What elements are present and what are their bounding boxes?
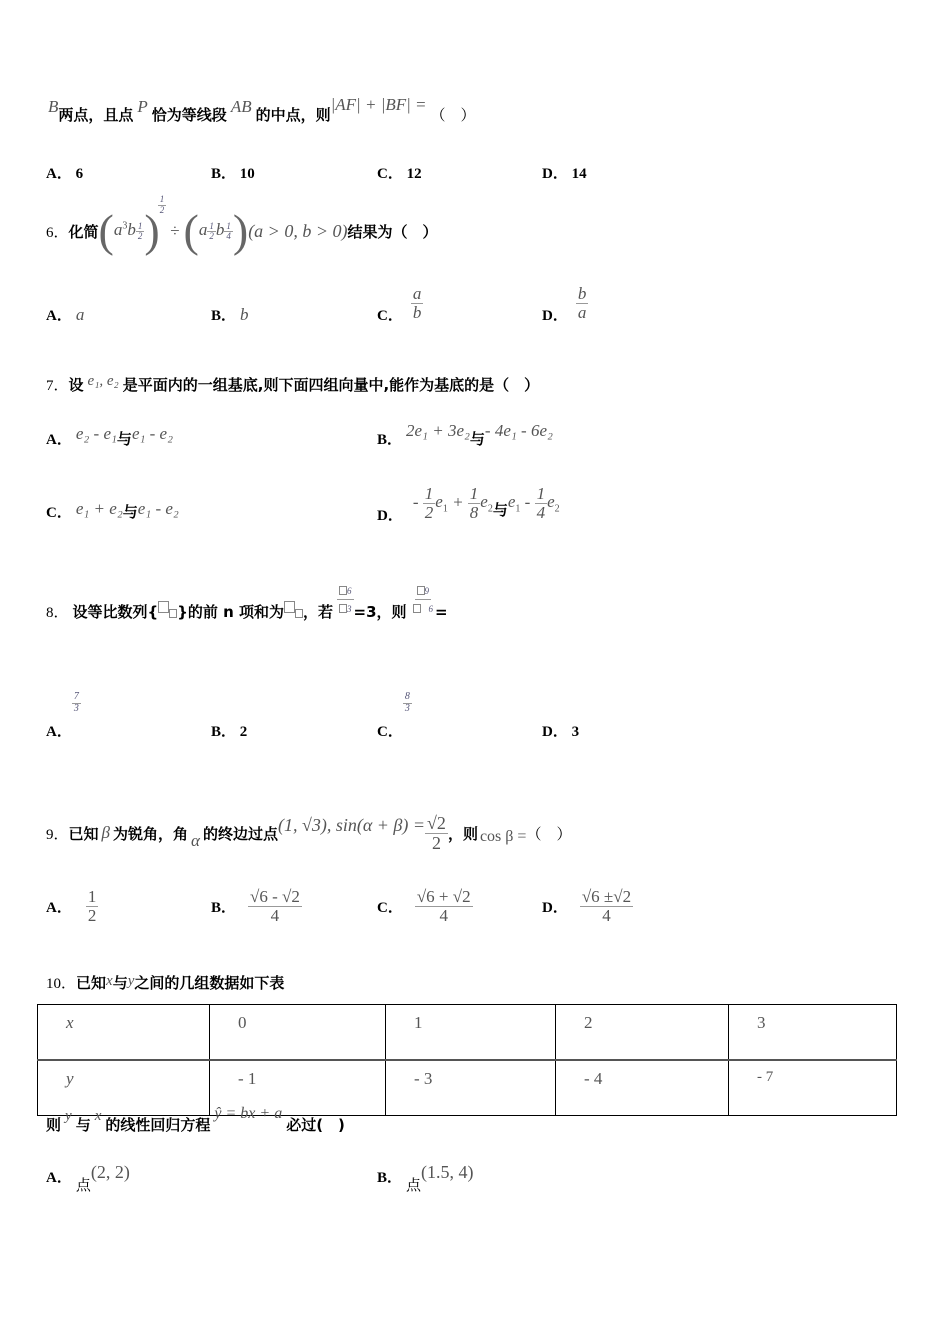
question-number: 10．	[46, 976, 77, 992]
table-cell: - 7	[729, 1060, 897, 1116]
q9-fraction: $\frac{√2}{2}$	[427, 812, 446, 853]
q8-option-d[interactable]	[542, 720, 579, 741]
option-vector-right: e₁ - e₂	[131, 424, 174, 443]
option-label: C．	[377, 166, 403, 182]
option-value: 12	[406, 166, 422, 182]
q7-prefix: 设	[68, 376, 84, 394]
option-vector-right: - 4e₁ - 6e₂	[484, 421, 553, 440]
option-fraction: $\frac{√6 + √2}{4}$	[416, 887, 471, 925]
q10-text-2: 与	[112, 974, 128, 992]
q9-stem	[46, 808, 571, 858]
option-label: C．	[377, 899, 403, 916]
option-label: C．	[377, 724, 403, 740]
q6-option-a[interactable]	[46, 304, 84, 325]
option-label: B．	[377, 432, 403, 448]
option-value: 3	[571, 724, 580, 740]
q6-option-d[interactable]	[542, 282, 588, 325]
q5-text-1: 两点，且点	[58, 106, 134, 124]
q10-after-var-x: x	[94, 1108, 102, 1124]
q5-expression: |AF| + |BF| =	[330, 95, 427, 114]
table-cell: 3	[729, 1005, 897, 1061]
option-label: D．	[377, 507, 403, 524]
q5-stem	[48, 95, 476, 125]
q6-prefix: 化简	[68, 222, 99, 241]
q9-blank: （ ）	[526, 824, 572, 843]
q10-var-y: y	[127, 973, 135, 989]
option-value: (1.5, 4)	[421, 1162, 474, 1182]
question-number: 9．	[46, 826, 69, 843]
option-value: 14	[571, 166, 587, 182]
option-value: 10	[239, 166, 255, 182]
q10-regression-equation: ŷ = bx + a	[214, 1105, 283, 1122]
table-row-y	[38, 1060, 897, 1116]
q10-after-var-y: y	[65, 1108, 72, 1124]
option-label: D．	[542, 724, 568, 740]
q6-option-c[interactable]	[377, 282, 423, 325]
q9-text-4: ，则	[447, 824, 478, 843]
option-prefix: 点	[75, 1176, 91, 1194]
q8-text-5: =	[435, 602, 448, 621]
q8-text-3: ，若	[303, 602, 334, 621]
q5-text-3: 的中点，则	[255, 106, 331, 124]
q8-option-b[interactable]	[211, 720, 247, 741]
q9-option-d[interactable]	[542, 888, 633, 925]
option-value: b	[240, 305, 249, 324]
question-number: 8．	[46, 604, 69, 621]
q10-after-3: 的线性回归方程	[105, 1116, 211, 1134]
option-fraction: $\frac{√6 \pm√2}{4}$	[581, 887, 632, 925]
option-label: B．	[211, 166, 237, 182]
q8-options	[46, 692, 646, 742]
q6-right-expr: a $^{\frac{1}{2}}$ b $^{\frac{1}{4}}$	[198, 220, 231, 242]
q9-beta: β	[101, 823, 110, 842]
q9-text-2: 为锐角，角	[113, 824, 189, 843]
q9-option-a[interactable]	[46, 888, 98, 925]
option-label: D．	[542, 899, 568, 916]
q6-outer-exponent: $\frac{1}{2}$	[159, 194, 165, 215]
q10-option-b[interactable]	[377, 1162, 474, 1194]
q8-ratio-s9-s6: $\frac{9}{6}$	[411, 582, 436, 617]
q7-option-d[interactable]	[377, 480, 560, 526]
q8-text-2: }的前 n 项和为	[177, 602, 285, 621]
missing-glyph-icon	[284, 601, 295, 613]
table-cell-header: y	[38, 1060, 210, 1116]
q7-option-b[interactable]	[377, 421, 553, 449]
option-label: B．	[211, 724, 237, 740]
q8-ratio-s6-s3: $\frac{6}{3}$	[337, 582, 354, 617]
table-row-x	[38, 1005, 897, 1061]
option-join: 与	[469, 430, 485, 448]
q9-alpha: α	[191, 831, 200, 850]
option-fraction: $\frac{7}{3}$	[73, 691, 79, 714]
q6-suffix: 结果为（ ）	[347, 222, 438, 241]
q9-cos-beta: cos β =	[479, 828, 527, 845]
q9-text-1: 已知	[68, 824, 99, 843]
option-value: 2	[239, 724, 248, 740]
q5-option-a[interactable]	[46, 162, 83, 183]
q7-stem	[46, 374, 539, 395]
option-vector-left: - $\frac{1}{2}$ $e_1$ + $\frac{1}{8}$ $e_2$	[412, 483, 493, 522]
option-label: B．	[211, 899, 237, 916]
q9-options	[46, 888, 666, 942]
q9-option-b[interactable]	[211, 888, 302, 925]
option-vector-left: 2e₁ + 3e₂	[406, 421, 470, 440]
q10-text-1: 已知	[76, 974, 107, 992]
option-label: C．	[46, 505, 72, 521]
q5-option-d[interactable]	[542, 162, 587, 183]
q5-option-b[interactable]	[211, 162, 255, 183]
option-vector-right: e₁ - e₂	[137, 499, 179, 518]
missing-glyph-icon	[169, 609, 177, 618]
option-label: C．	[377, 308, 403, 324]
option-fraction: $\frac{√6 - √2}{4}$	[250, 887, 300, 925]
option-label: B．	[211, 308, 237, 324]
left-paren: (	[183, 205, 199, 256]
q6-left-expr: $a^3b$ $^{\frac{1}{2}}$	[113, 220, 143, 242]
missing-glyph-icon	[295, 609, 303, 618]
right-paren: )	[144, 205, 160, 256]
q6-stem	[46, 194, 438, 264]
table-cell: 2	[556, 1005, 729, 1061]
q8-stem	[46, 586, 448, 631]
q5-var-p: P	[137, 97, 148, 116]
q10-option-a[interactable]	[46, 1162, 130, 1194]
q7-option-a[interactable]	[46, 424, 174, 449]
q5-text-2: 恰为等线段	[151, 106, 227, 124]
q7-suffix: 是平面内的一组基底,则下面四组向量中,能作为基底的是（ ）	[122, 376, 540, 394]
q8-option-a[interactable]	[46, 692, 81, 741]
option-label: A．	[46, 166, 72, 182]
q8-text-4: =3，则	[353, 602, 407, 621]
q10-var-x: x	[106, 973, 113, 989]
q5-var-b: B	[48, 97, 59, 116]
option-fraction: $\frac{b}{a}$	[577, 284, 587, 322]
option-prefix: 点	[406, 1176, 422, 1194]
option-label: A．	[46, 899, 72, 916]
option-label: D．	[542, 166, 568, 182]
option-value: (2, 2)	[90, 1162, 130, 1182]
q9-text-3: 的终边过点	[202, 824, 278, 843]
q10-after-2: 与	[75, 1116, 91, 1134]
q5-var-ab: AB	[230, 97, 252, 116]
option-label: B．	[377, 1170, 403, 1186]
table-cell: - 4	[556, 1060, 729, 1116]
option-label: D．	[542, 308, 568, 324]
q10-question	[46, 1105, 345, 1135]
table-cell: 0	[210, 1005, 386, 1061]
q10-stem	[46, 972, 284, 993]
table-cell: - 3	[386, 1060, 556, 1116]
q8-option-c[interactable]	[377, 692, 412, 741]
missing-glyph-icon	[158, 601, 169, 613]
option-fraction: $\frac{8}{3}$	[404, 691, 410, 714]
q10-after-1: 则	[46, 1116, 62, 1134]
option-value: 6	[75, 166, 84, 182]
option-vector-left: e₂ - e₁	[75, 424, 117, 443]
q10-text-3: 之间的几组数据如下表	[134, 974, 285, 992]
option-fraction: $\frac{1}{2}$	[87, 887, 97, 925]
option-label: A．	[46, 724, 72, 740]
q7-vars: e₁, e₂	[87, 373, 119, 389]
q9-point-expression: (1, √3), sin(α + β) =	[277, 814, 426, 835]
table-cell: 1	[386, 1005, 556, 1061]
option-label: A．	[46, 1170, 72, 1186]
option-vector-right: $e_1$ - $\frac{1}{4}$ $e_2$	[507, 483, 560, 522]
left-paren: (	[98, 205, 114, 256]
question-number: 6．	[46, 224, 69, 241]
q10-data-table	[37, 1004, 897, 1116]
q6-options	[46, 280, 646, 330]
option-join: 与	[116, 430, 132, 448]
option-vector-left: e₁ + e₂	[75, 499, 123, 518]
option-label: A．	[46, 432, 72, 448]
option-label: A．	[46, 308, 72, 324]
table-cell-header: x	[38, 1005, 210, 1061]
option-join: 与	[492, 500, 508, 519]
right-paren: )	[232, 205, 249, 256]
q7-option-c[interactable]	[46, 501, 179, 522]
option-fraction: $\frac{a}{b}$	[412, 284, 422, 322]
divide-sign: ÷	[170, 221, 180, 240]
q6-option-b[interactable]	[211, 304, 249, 325]
q5-option-c[interactable]	[377, 162, 422, 183]
table-cell: - 1	[210, 1060, 386, 1116]
q5-blank: （ ）	[430, 106, 476, 124]
question-number: 7．	[46, 378, 69, 394]
q9-option-c[interactable]	[377, 888, 473, 925]
q8-text-1: 设等比数列{	[72, 602, 159, 621]
option-value: a	[75, 305, 85, 324]
q6-condition: (a > 0, b > 0)	[248, 220, 348, 241]
q10-after-4: 必过( )	[286, 1116, 345, 1134]
option-join: 与	[122, 503, 138, 521]
